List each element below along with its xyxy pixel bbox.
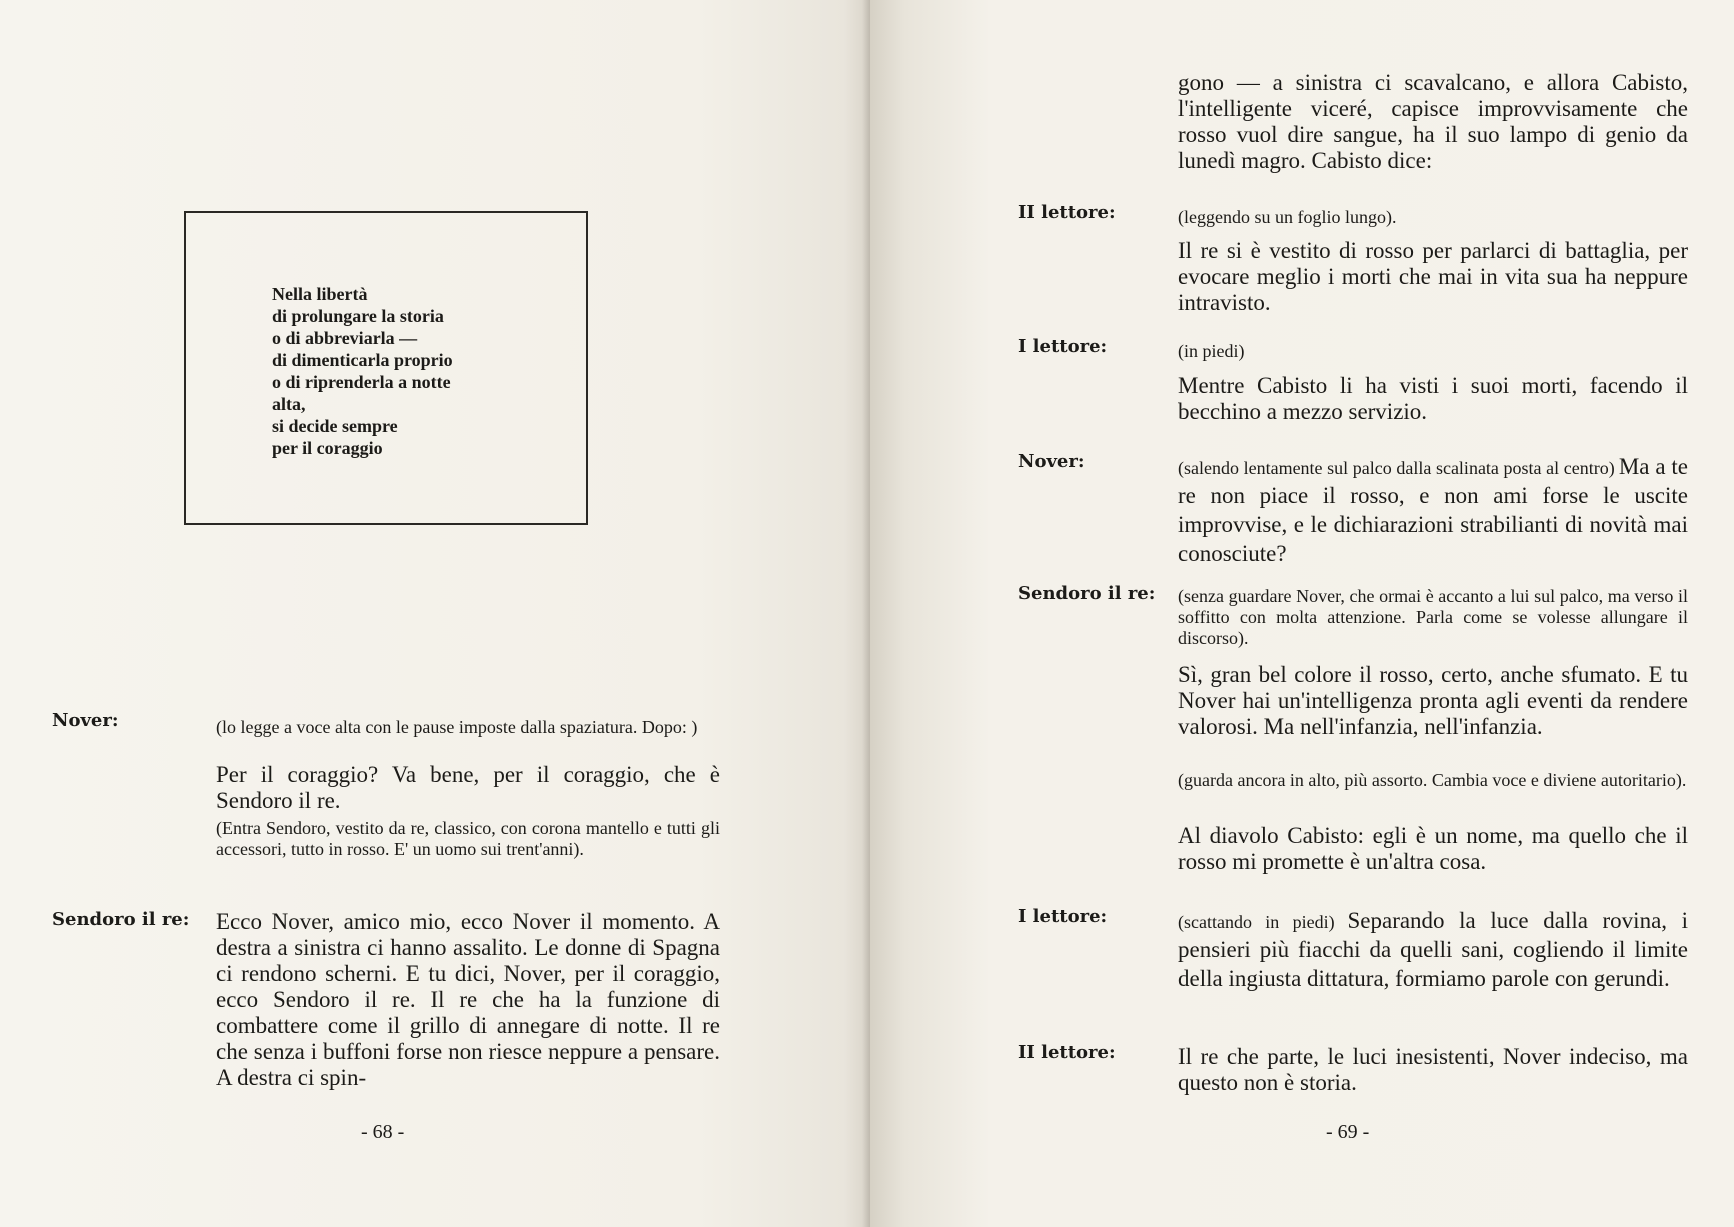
dialogue: Ma a te re non piace il rosso, e non ami forse le uscite improvvise, e le dichiarazioni strabilianti di novità mai conosciute?	[1178, 454, 1688, 566]
poem-line: di prolungare la storia	[272, 306, 444, 326]
speaker-i-lettore: I lettore:	[1018, 336, 1108, 357]
stage-direction: (guarda ancora in alto, più assorto. Cambia voce e diviene autoritario).	[1178, 770, 1687, 790]
stage-direction: (Entra Sendoro, vestito da re, classico, con corona mantello e tutti gli accessori, tutto in rosso. E' un uomo sui trent'anni).	[216, 818, 720, 859]
poem-line: per il coraggio	[272, 438, 383, 458]
poem-line: si decide sempre	[272, 416, 398, 436]
poem	[272, 283, 453, 459]
dialogue: Separando la luce dalla rovina, i pensieri più fiacchi da quelli sani, cogliendo il limite della ingiusta dittatura, formiamo parole con gerundi.	[1178, 908, 1689, 991]
stage-direction: (scattando in piedi)	[1178, 912, 1335, 932]
page-number: - 68 -	[361, 1121, 405, 1143]
stage-direction: (leggendo su un foglio lungo).	[1178, 207, 1397, 227]
page-number: - 69 -	[1326, 1121, 1370, 1143]
lettore-speech	[1178, 908, 1688, 995]
speaker-i-lettore: I lettore:	[1018, 906, 1108, 927]
right-page	[870, 0, 1734, 1227]
dialogue: Ecco Nover, amico mio, ecco Nover il momento. A destra a sinistra ci hanno assalito. Le donne di Spagna ci rendono scherni. E tu dici, Nover, per il coraggio, ecco Sendoro il re. Il re che ha la funzione di combattere come il grillo di annegare di notte. Il re che senza i buffoni forse non riesce neppure a pensare. A destra ci spin-	[216, 909, 720, 1090]
poem-line: Nella libertà	[272, 284, 368, 304]
poem-line: o di riprenderla a notte	[272, 372, 451, 392]
stage-direction: (salendo lentamente sul palco dalla scalinata posta al centro)	[1178, 458, 1615, 478]
poem-box	[184, 211, 588, 525]
dialogue-continuation: gono — a sinistra ci scavalcano, e allora Cabisto, l'intelligente viceré, capisce improvvisamente che rosso vuol dire sangue, ha il suo lampo di genio da lunedì magro. Cabisto dice:	[1178, 70, 1688, 173]
speaker-sendoro: Sendoro il re:	[52, 909, 190, 930]
dialogue: Il re si è vestito di rosso per parlarci di battaglia, per evocare meglio i morti che mai in vita sua ha neppure intravisto.	[1178, 238, 1688, 315]
poem-line: alta,	[272, 394, 306, 414]
stage-direction: (lo legge a voce alta con le pause imposte dalla spaziatura. Dopo: )	[216, 717, 698, 737]
speaker-sendoro: Sendoro il re:	[1018, 583, 1156, 604]
speaker-ii-lettore: II lettore:	[1018, 1042, 1116, 1063]
nover-speech	[1178, 454, 1688, 570]
speaker-nover: Nover:	[52, 710, 119, 731]
dialogue: Mentre Cabisto li ha visti i suoi morti, facendo il becchino a mezzo servizio.	[1178, 373, 1688, 424]
dialogue: Al diavolo Cabisto: egli è un nome, ma quello che il rosso mi promette è un'altra cosa.	[1178, 823, 1688, 874]
poem-line: di dimenticarla proprio	[272, 350, 453, 370]
stage-direction: (senza guardare Nover, che ormai è accanto a lui sul palco, ma verso il soffitto con molta attenzione. Parla come se volesse allungare il discorso).	[1178, 586, 1688, 648]
speaker-ii-lettore: II lettore:	[1018, 202, 1116, 223]
poem-line: o di abbreviarla —	[272, 328, 418, 348]
stage-direction: (in piedi)	[1178, 341, 1245, 361]
dialogue: Sì, gran bel colore il rosso, certo, anche sfumato. E tu Nover hai un'intelligenza pronta agli eventi da rendere valorosi. Ma nell'infanzia, nell'infanzia.	[1178, 662, 1688, 739]
dialogue: Il re che parte, le luci inesistenti, Nover indeciso, ma questo non è storia.	[1178, 1044, 1688, 1095]
speaker-nover: Nover:	[1018, 451, 1085, 472]
dialogue: Per il coraggio? Va bene, per il coraggio, che è Sendoro il re.	[216, 762, 720, 813]
